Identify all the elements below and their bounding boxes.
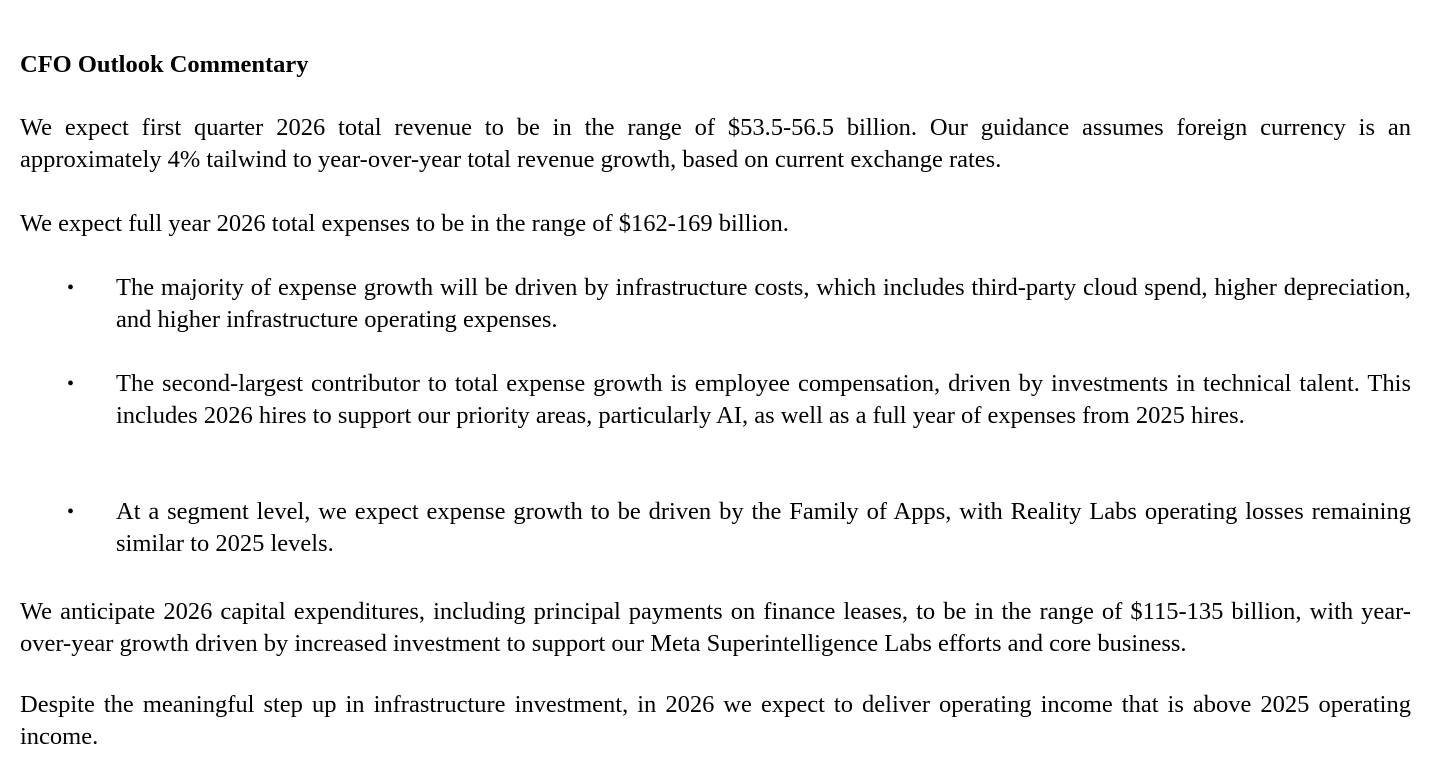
- bullet-icon: •: [67, 501, 75, 523]
- paragraph-capex-guidance: We anticipate 2026 capital expenditures, including principal payments on finance leases, to be in the range of $115-135 billion, with year-over-year growth driven by increased investment to support our Meta Superintelligence Labs efforts and core business.: [20, 598, 1411, 657]
- bullet-text-infrastructure: The majority of expense growth will be driven by infrastructure costs, which includes third-party cloud spend, higher depreciation, and higher infrastructure operating expenses.: [116, 274, 1411, 333]
- bullet-text-segment: At a segment level, we expect expense growth to be driven by the Family of Apps, with Reality Labs operating losses remaining similar to 2025 levels.: [116, 498, 1411, 557]
- paragraph-expense-guidance: We expect full year 2026 total expenses to be in the range of $162-169 billion.: [20, 210, 789, 237]
- bullet-text-compensation: The second-largest contributor to total expense growth is employee compensation, driven by investments in technical talent. This includes 2026 hires to support our priority areas, particularly AI, as well as a full year of expenses from 2025 hires.: [116, 370, 1411, 429]
- paragraph-revenue-guidance: We expect first quarter 2026 total revenue to be in the range of $53.5-56.5 billion. Our guidance assumes foreign currency is an approximately 4% tailwind to year-over-year total revenue growth, based on current exchange rates.: [20, 114, 1411, 173]
- bullet-icon: •: [67, 373, 75, 395]
- paragraph-operating-income: Despite the meaningful step up in infrastructure investment, in 2026 we expect to deliver operating income that is above 2025 operating income.: [20, 691, 1411, 750]
- bullet-icon: •: [67, 277, 75, 299]
- page-title: CFO Outlook Commentary: [20, 51, 309, 78]
